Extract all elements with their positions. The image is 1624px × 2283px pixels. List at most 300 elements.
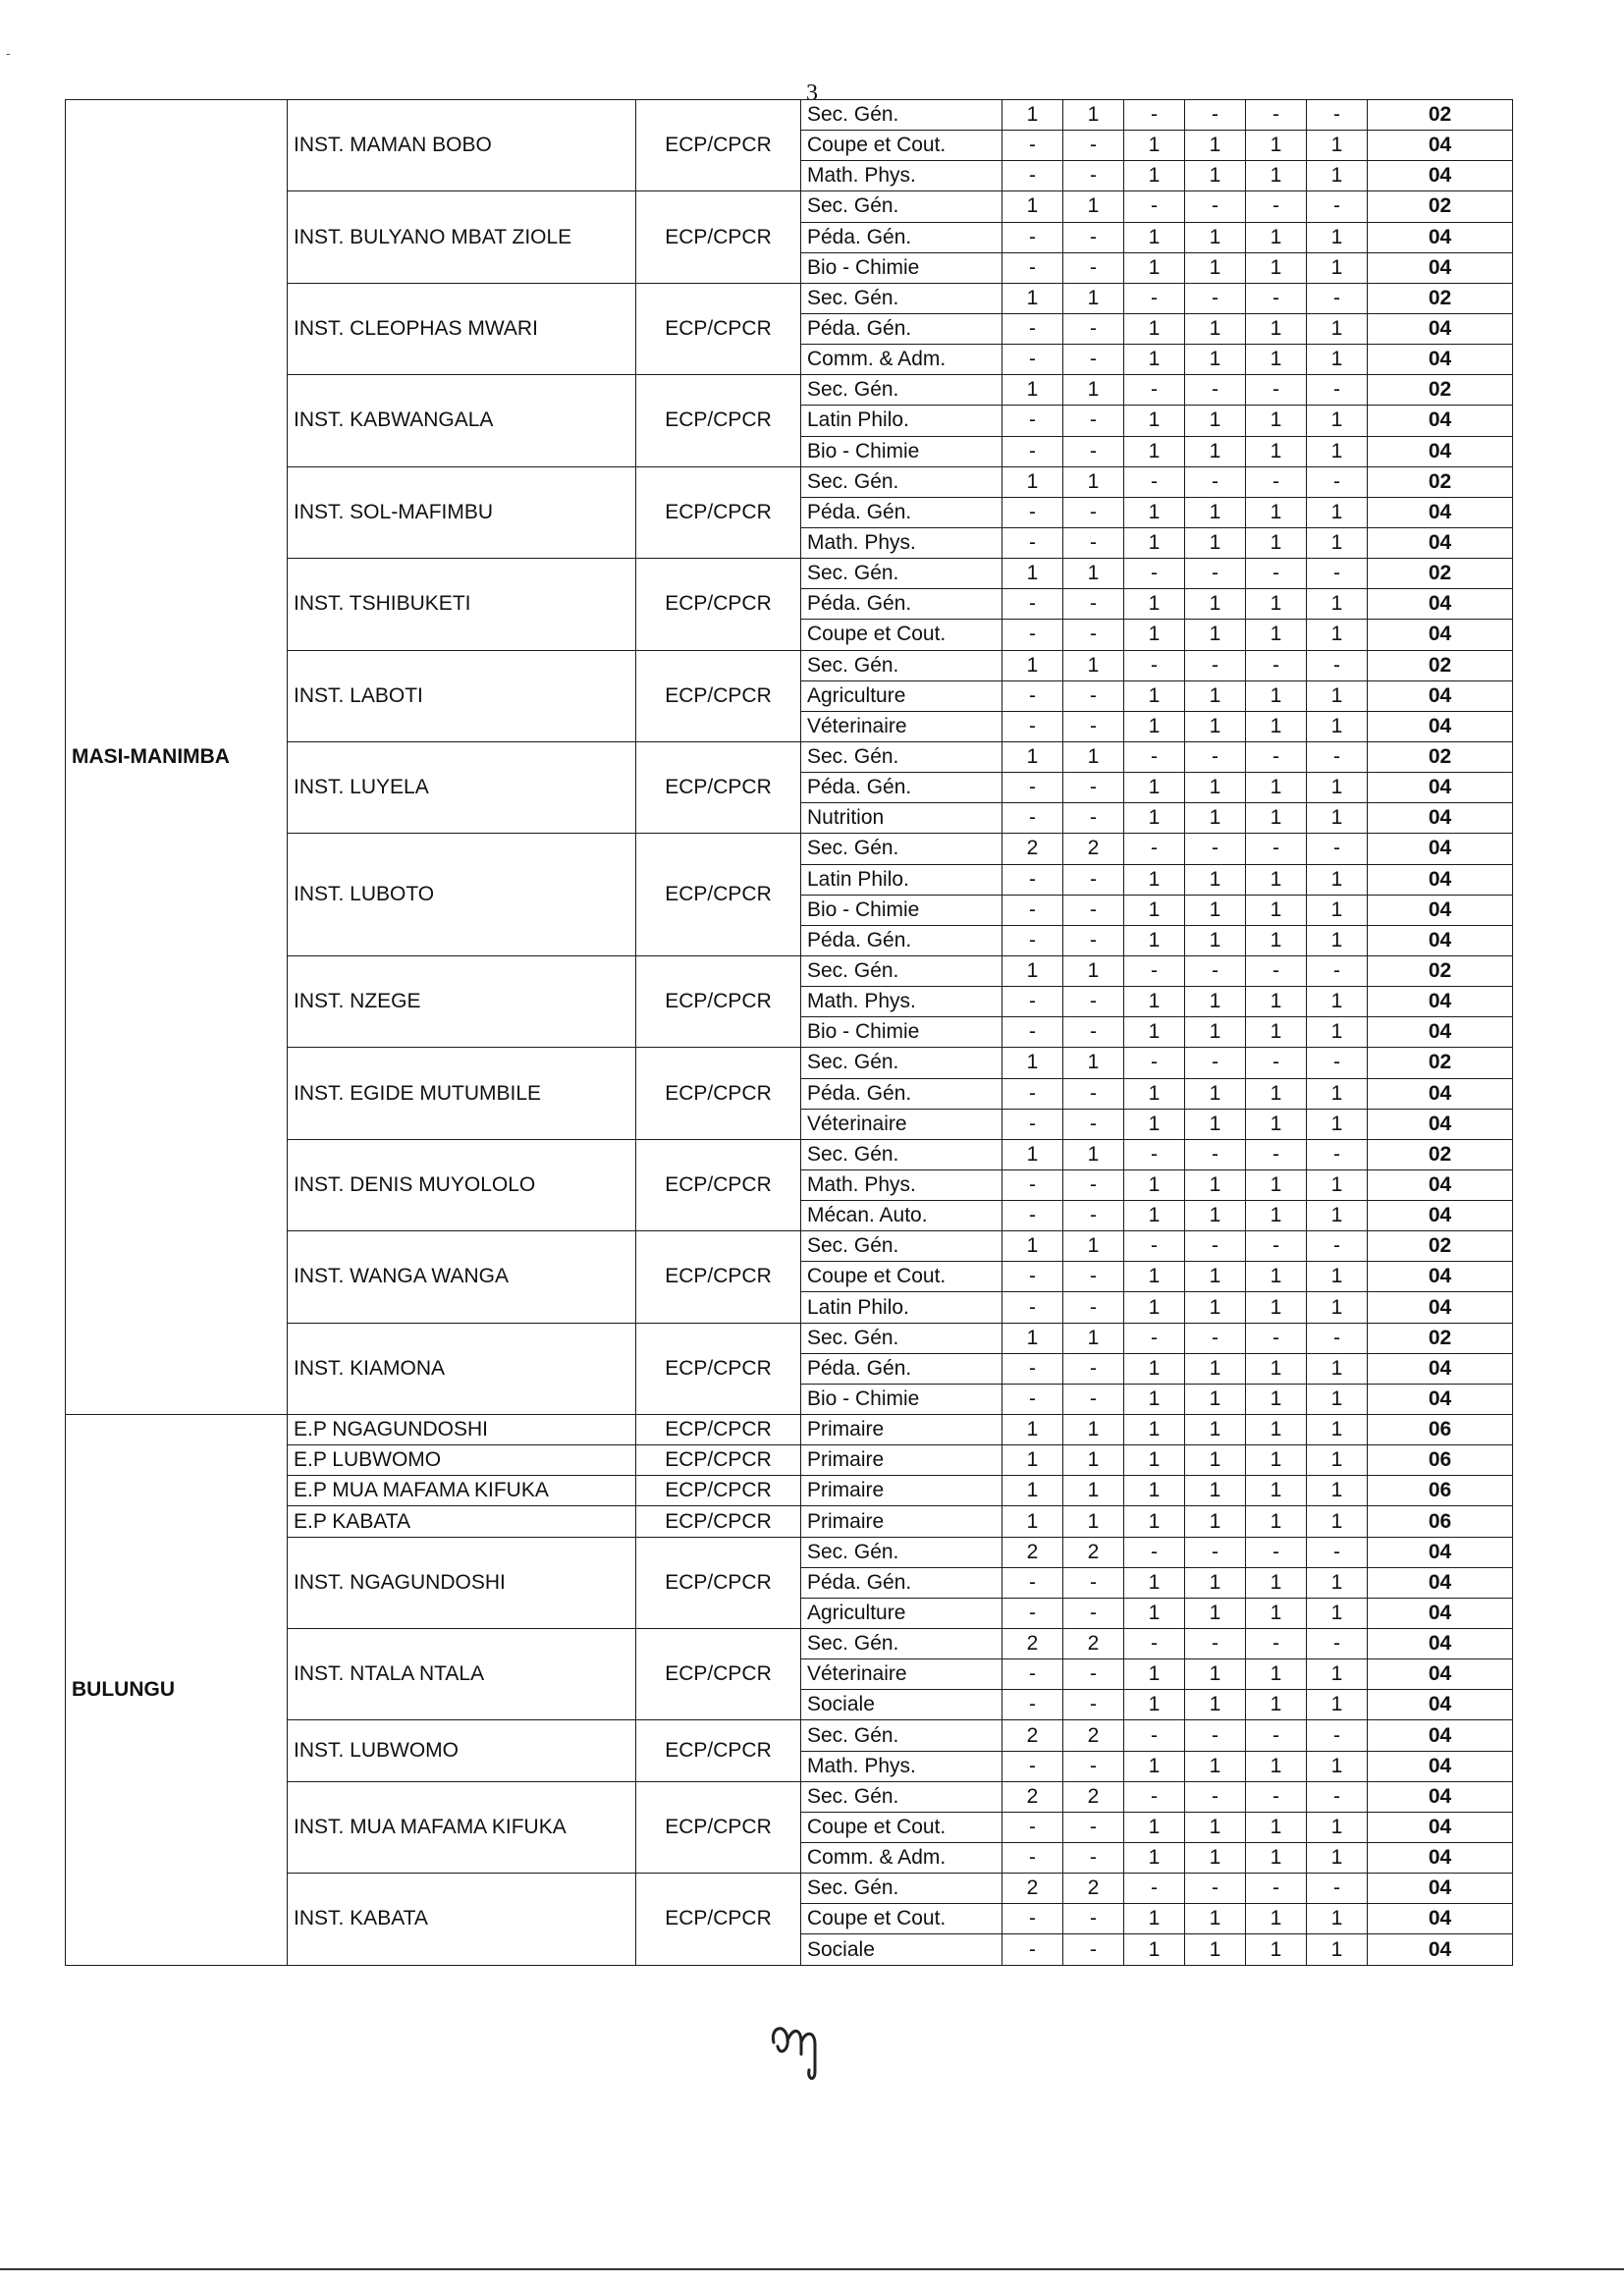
class-count-cell-1: - bbox=[1002, 1262, 1063, 1292]
class-count-cell-6: 1 bbox=[1307, 406, 1368, 436]
class-count-cell-2: - bbox=[1063, 436, 1124, 466]
class-count-cell-1: - bbox=[1002, 1201, 1063, 1231]
class-count-cell-4: 1 bbox=[1185, 1934, 1246, 1965]
class-count-cell-2: - bbox=[1063, 1659, 1124, 1690]
row-total: 02 bbox=[1368, 100, 1513, 131]
table-body bbox=[66, 100, 1513, 1966]
class-count-cell-5: - bbox=[1246, 834, 1307, 864]
section-name: Mécan. Auto. bbox=[801, 1201, 1002, 1231]
row-total: 04 bbox=[1368, 1874, 1513, 1904]
section-name: Coupe et Cout. bbox=[801, 1904, 1002, 1934]
margin-mark: - bbox=[6, 45, 11, 61]
class-count-cell-5: 1 bbox=[1246, 1567, 1307, 1598]
class-count-cell-6: 1 bbox=[1307, 1445, 1368, 1476]
class-count-cell-3: - bbox=[1124, 1323, 1185, 1353]
row-total: 04 bbox=[1368, 161, 1513, 191]
section-name: Sec. Gén. bbox=[801, 1537, 1002, 1567]
class-count-cell-5: 1 bbox=[1246, 773, 1307, 803]
section-name: Sec. Gén. bbox=[801, 1323, 1002, 1353]
class-count-cell-5: 1 bbox=[1246, 1690, 1307, 1720]
school-name: INST. EGIDE MUTUMBILE bbox=[288, 1048, 636, 1139]
school-organization: ECP/CPCR bbox=[636, 1231, 801, 1323]
class-count-cell-3: - bbox=[1124, 1874, 1185, 1904]
class-count-cell-6: 1 bbox=[1307, 1506, 1368, 1537]
section-name: Sec. Gén. bbox=[801, 191, 1002, 222]
class-count-cell-3: 1 bbox=[1124, 1812, 1185, 1842]
class-count-cell-5: 1 bbox=[1246, 1078, 1307, 1109]
row-total: 02 bbox=[1368, 1139, 1513, 1169]
section-name: Sociale bbox=[801, 1690, 1002, 1720]
class-count-cell-6: 1 bbox=[1307, 1169, 1368, 1200]
class-count-cell-1: - bbox=[1002, 313, 1063, 344]
row-total: 02 bbox=[1368, 559, 1513, 589]
class-count-cell-6: - bbox=[1307, 955, 1368, 986]
class-count-cell-1: 1 bbox=[1002, 741, 1063, 772]
row-total: 02 bbox=[1368, 650, 1513, 680]
class-count-cell-4: - bbox=[1185, 741, 1246, 772]
class-count-cell-3: 1 bbox=[1124, 1751, 1185, 1781]
class-count-cell-5: 1 bbox=[1246, 252, 1307, 283]
row-total: 04 bbox=[1368, 1598, 1513, 1628]
row-total: 04 bbox=[1368, 1904, 1513, 1934]
class-count-cell-5: 1 bbox=[1246, 1659, 1307, 1690]
class-count-cell-2: - bbox=[1063, 864, 1124, 895]
row-total: 04 bbox=[1368, 925, 1513, 955]
class-count-cell-1: - bbox=[1002, 1078, 1063, 1109]
class-count-cell-3: 1 bbox=[1124, 1843, 1185, 1874]
class-count-cell-4: - bbox=[1185, 1048, 1246, 1078]
row-total: 04 bbox=[1368, 222, 1513, 252]
section-name: Math. Phys. bbox=[801, 987, 1002, 1017]
class-count-cell-4: 1 bbox=[1185, 497, 1246, 527]
school-name: INST. SOL-MAFIMBU bbox=[288, 466, 636, 558]
class-count-cell-2: - bbox=[1063, 252, 1124, 283]
class-count-cell-3: 1 bbox=[1124, 711, 1185, 741]
class-count-cell-6: 1 bbox=[1307, 1476, 1368, 1506]
class-count-cell-1: 1 bbox=[1002, 375, 1063, 406]
class-count-cell-2: - bbox=[1063, 1690, 1124, 1720]
class-count-cell-1: - bbox=[1002, 1812, 1063, 1842]
row-total: 06 bbox=[1368, 1476, 1513, 1506]
class-count-cell-1: - bbox=[1002, 1353, 1063, 1384]
row-total: 04 bbox=[1368, 1169, 1513, 1200]
class-count-cell-5: 1 bbox=[1246, 1262, 1307, 1292]
section-name: Latin Philo. bbox=[801, 1292, 1002, 1323]
school-organization: ECP/CPCR bbox=[636, 650, 801, 741]
class-count-cell-3: 1 bbox=[1124, 527, 1185, 558]
class-count-cell-1: 1 bbox=[1002, 1445, 1063, 1476]
class-count-cell-4: 1 bbox=[1185, 1567, 1246, 1598]
class-count-cell-5: - bbox=[1246, 955, 1307, 986]
school-name: INST. WANGA WANGA bbox=[288, 1231, 636, 1323]
row-total: 04 bbox=[1368, 1017, 1513, 1048]
class-count-cell-5: 1 bbox=[1246, 620, 1307, 650]
class-count-cell-1: 2 bbox=[1002, 1537, 1063, 1567]
class-count-cell-6: - bbox=[1307, 741, 1368, 772]
class-count-cell-5: 1 bbox=[1246, 589, 1307, 620]
class-count-cell-6: 1 bbox=[1307, 1934, 1368, 1965]
school-organization: ECP/CPCR bbox=[636, 1445, 801, 1476]
school-organization: ECP/CPCR bbox=[636, 1476, 801, 1506]
class-count-cell-2: 2 bbox=[1063, 1874, 1124, 1904]
class-count-cell-6: - bbox=[1307, 1629, 1368, 1659]
class-count-cell-1: 1 bbox=[1002, 559, 1063, 589]
class-count-cell-1: - bbox=[1002, 1109, 1063, 1139]
class-count-cell-1: 1 bbox=[1002, 650, 1063, 680]
class-count-cell-4: - bbox=[1185, 1874, 1246, 1904]
section-name: Math. Phys. bbox=[801, 1751, 1002, 1781]
class-count-cell-6: - bbox=[1307, 1048, 1368, 1078]
section-name: Sec. Gén. bbox=[801, 1629, 1002, 1659]
class-count-cell-1: - bbox=[1002, 620, 1063, 650]
section-name: Péda. Gén. bbox=[801, 222, 1002, 252]
row-total: 04 bbox=[1368, 773, 1513, 803]
class-count-cell-1: - bbox=[1002, 161, 1063, 191]
row-total: 04 bbox=[1368, 1843, 1513, 1874]
class-count-cell-5: - bbox=[1246, 1720, 1307, 1751]
class-count-cell-3: - bbox=[1124, 1781, 1185, 1812]
row-total: 04 bbox=[1368, 620, 1513, 650]
class-count-cell-4: 1 bbox=[1185, 773, 1246, 803]
school-organization: ECP/CPCR bbox=[636, 1537, 801, 1628]
class-count-cell-3: 1 bbox=[1124, 1353, 1185, 1384]
section-name: Sec. Gén. bbox=[801, 1048, 1002, 1078]
class-count-cell-3: - bbox=[1124, 1629, 1185, 1659]
territory-name: BULUNGU bbox=[66, 1415, 288, 1966]
class-count-cell-5: - bbox=[1246, 375, 1307, 406]
class-count-cell-3: 1 bbox=[1124, 1415, 1185, 1445]
class-count-cell-5: - bbox=[1246, 1874, 1307, 1904]
section-name: Véterinaire bbox=[801, 711, 1002, 741]
school-name: INST. LUBOTO bbox=[288, 834, 636, 956]
class-count-cell-5: 1 bbox=[1246, 1476, 1307, 1506]
class-count-cell-3: - bbox=[1124, 466, 1185, 497]
row-total: 04 bbox=[1368, 1781, 1513, 1812]
class-count-cell-2: - bbox=[1063, 1598, 1124, 1628]
class-count-cell-5: 1 bbox=[1246, 1109, 1307, 1139]
class-count-cell-6: - bbox=[1307, 466, 1368, 497]
class-count-cell-2: - bbox=[1063, 222, 1124, 252]
class-count-cell-6: 1 bbox=[1307, 864, 1368, 895]
class-count-cell-2: - bbox=[1063, 1078, 1124, 1109]
section-name: Véterinaire bbox=[801, 1659, 1002, 1690]
class-count-cell-3: 1 bbox=[1124, 161, 1185, 191]
class-count-cell-4: 1 bbox=[1185, 680, 1246, 711]
class-count-cell-3: 1 bbox=[1124, 1659, 1185, 1690]
row-total: 04 bbox=[1368, 131, 1513, 161]
row-total: 04 bbox=[1368, 589, 1513, 620]
class-count-cell-1: 2 bbox=[1002, 834, 1063, 864]
class-count-cell-4: 1 bbox=[1185, 1506, 1246, 1537]
section-name: Péda. Gén. bbox=[801, 925, 1002, 955]
section-name: Sec. Gén. bbox=[801, 741, 1002, 772]
class-count-cell-4: 1 bbox=[1185, 1812, 1246, 1842]
class-count-cell-6: 1 bbox=[1307, 589, 1368, 620]
class-count-cell-2: - bbox=[1063, 1751, 1124, 1781]
class-count-cell-6: 1 bbox=[1307, 436, 1368, 466]
class-count-cell-5: 1 bbox=[1246, 1843, 1307, 1874]
school-organization: ECP/CPCR bbox=[636, 1720, 801, 1781]
section-name: Sec. Gén. bbox=[801, 834, 1002, 864]
row-total: 02 bbox=[1368, 375, 1513, 406]
class-count-cell-3: 1 bbox=[1124, 1169, 1185, 1200]
class-count-cell-4: 1 bbox=[1185, 987, 1246, 1017]
school-organization: ECP/CPCR bbox=[636, 1048, 801, 1139]
class-count-cell-2: - bbox=[1063, 711, 1124, 741]
class-count-cell-2: 1 bbox=[1063, 1415, 1124, 1445]
class-count-cell-4: 1 bbox=[1185, 161, 1246, 191]
section-name: Péda. Gén. bbox=[801, 773, 1002, 803]
class-count-cell-1: - bbox=[1002, 1843, 1063, 1874]
class-count-cell-4: - bbox=[1185, 1139, 1246, 1169]
class-count-cell-2: - bbox=[1063, 1017, 1124, 1048]
class-count-cell-4: 1 bbox=[1185, 620, 1246, 650]
class-count-cell-1: - bbox=[1002, 925, 1063, 955]
row-total: 02 bbox=[1368, 1323, 1513, 1353]
section-name: Péda. Gén. bbox=[801, 497, 1002, 527]
class-count-cell-1: - bbox=[1002, 803, 1063, 834]
school-organization: ECP/CPCR bbox=[636, 1139, 801, 1230]
section-name: Péda. Gén. bbox=[801, 1078, 1002, 1109]
class-count-cell-6: - bbox=[1307, 1781, 1368, 1812]
class-count-cell-2: 1 bbox=[1063, 1476, 1124, 1506]
school-name: INST. MAMAN BOBO bbox=[288, 100, 636, 191]
class-count-cell-2: 1 bbox=[1063, 559, 1124, 589]
section-name: Coupe et Cout. bbox=[801, 620, 1002, 650]
section-name: Sec. Gén. bbox=[801, 1139, 1002, 1169]
class-count-cell-5: 1 bbox=[1246, 925, 1307, 955]
class-count-cell-3: 1 bbox=[1124, 1598, 1185, 1628]
class-count-cell-1: 1 bbox=[1002, 1415, 1063, 1445]
class-count-cell-2: - bbox=[1063, 406, 1124, 436]
class-count-cell-3: 1 bbox=[1124, 803, 1185, 834]
class-count-cell-3: - bbox=[1124, 1139, 1185, 1169]
class-count-cell-6: 1 bbox=[1307, 773, 1368, 803]
class-count-cell-5: 1 bbox=[1246, 222, 1307, 252]
section-name: Péda. Gén. bbox=[801, 313, 1002, 344]
row-total: 06 bbox=[1368, 1445, 1513, 1476]
row-total: 04 bbox=[1368, 1720, 1513, 1751]
class-count-cell-5: - bbox=[1246, 283, 1307, 313]
class-count-cell-6: 1 bbox=[1307, 1353, 1368, 1384]
class-count-cell-2: - bbox=[1063, 497, 1124, 527]
class-count-cell-2: - bbox=[1063, 1292, 1124, 1323]
class-count-cell-1: - bbox=[1002, 131, 1063, 161]
class-count-cell-3: 1 bbox=[1124, 680, 1185, 711]
class-count-cell-3: - bbox=[1124, 834, 1185, 864]
class-count-cell-6: 1 bbox=[1307, 925, 1368, 955]
class-count-cell-6: 1 bbox=[1307, 895, 1368, 925]
school-name: INST. BULYANO MBAT ZIOLE bbox=[288, 191, 636, 283]
class-count-cell-5: - bbox=[1246, 466, 1307, 497]
class-count-cell-6: 1 bbox=[1307, 497, 1368, 527]
row-total: 02 bbox=[1368, 283, 1513, 313]
row-total: 04 bbox=[1368, 864, 1513, 895]
class-count-cell-6: 1 bbox=[1307, 620, 1368, 650]
section-name: Sec. Gén. bbox=[801, 1231, 1002, 1262]
class-count-cell-2: - bbox=[1063, 1353, 1124, 1384]
class-count-cell-6: 1 bbox=[1307, 711, 1368, 741]
row-total: 02 bbox=[1368, 1048, 1513, 1078]
row-total: 06 bbox=[1368, 1415, 1513, 1445]
section-name: Comm. & Adm. bbox=[801, 1843, 1002, 1874]
class-count-cell-2: - bbox=[1063, 1843, 1124, 1874]
school-name: INST. DENIS MUYOLOLO bbox=[288, 1139, 636, 1230]
class-count-cell-1: 1 bbox=[1002, 100, 1063, 131]
class-count-cell-6: - bbox=[1307, 1874, 1368, 1904]
class-count-cell-1: 1 bbox=[1002, 1048, 1063, 1078]
class-count-cell-1: 1 bbox=[1002, 1476, 1063, 1506]
class-count-cell-5: - bbox=[1246, 191, 1307, 222]
class-count-cell-6: 1 bbox=[1307, 313, 1368, 344]
class-count-cell-6: - bbox=[1307, 650, 1368, 680]
school-organization: ECP/CPCR bbox=[636, 1323, 801, 1414]
class-count-cell-6: - bbox=[1307, 834, 1368, 864]
school-name: INST. KABWANGALA bbox=[288, 375, 636, 466]
section-name: Primaire bbox=[801, 1506, 1002, 1537]
school-organization: ECP/CPCR bbox=[636, 375, 801, 466]
class-count-cell-4: 1 bbox=[1185, 1598, 1246, 1628]
class-count-cell-4: - bbox=[1185, 1781, 1246, 1812]
row-total: 04 bbox=[1368, 680, 1513, 711]
class-count-cell-5: 1 bbox=[1246, 1292, 1307, 1323]
class-count-cell-4: 1 bbox=[1185, 527, 1246, 558]
section-name: Bio - Chimie bbox=[801, 1017, 1002, 1048]
school-organization: ECP/CPCR bbox=[636, 1415, 801, 1445]
class-count-cell-1: 1 bbox=[1002, 955, 1063, 986]
school-organization: ECP/CPCR bbox=[636, 1874, 801, 1965]
table-row bbox=[66, 1415, 1513, 1445]
school-name: E.P LUBWOMO bbox=[288, 1445, 636, 1476]
class-count-cell-6: 1 bbox=[1307, 1109, 1368, 1139]
row-total: 04 bbox=[1368, 313, 1513, 344]
class-count-cell-2: 1 bbox=[1063, 375, 1124, 406]
class-count-cell-4: 1 bbox=[1185, 1843, 1246, 1874]
class-count-cell-6: 1 bbox=[1307, 987, 1368, 1017]
class-count-cell-2: - bbox=[1063, 131, 1124, 161]
class-count-cell-2: 2 bbox=[1063, 1781, 1124, 1812]
class-count-cell-3: 1 bbox=[1124, 436, 1185, 466]
class-count-cell-3: 1 bbox=[1124, 1690, 1185, 1720]
class-count-cell-1: - bbox=[1002, 895, 1063, 925]
class-count-cell-3: 1 bbox=[1124, 1445, 1185, 1476]
row-total: 04 bbox=[1368, 406, 1513, 436]
section-name: Véterinaire bbox=[801, 1109, 1002, 1139]
class-count-cell-3: 1 bbox=[1124, 1567, 1185, 1598]
class-count-cell-4: 1 bbox=[1185, 1445, 1246, 1476]
class-count-cell-6: 1 bbox=[1307, 1812, 1368, 1842]
school-name: INST. MUA MAFAMA KIFUKA bbox=[288, 1781, 636, 1873]
class-count-cell-4: 1 bbox=[1185, 345, 1246, 375]
class-count-cell-3: 1 bbox=[1124, 895, 1185, 925]
class-count-cell-6: 1 bbox=[1307, 1292, 1368, 1323]
class-count-cell-2: 2 bbox=[1063, 1629, 1124, 1659]
section-name: Math. Phys. bbox=[801, 527, 1002, 558]
class-count-cell-1: - bbox=[1002, 1292, 1063, 1323]
class-count-cell-3: - bbox=[1124, 283, 1185, 313]
class-count-cell-4: - bbox=[1185, 955, 1246, 986]
class-count-cell-5: 1 bbox=[1246, 864, 1307, 895]
school-name: E.P MUA MAFAMA KIFUKA bbox=[288, 1476, 636, 1506]
class-count-cell-1: - bbox=[1002, 222, 1063, 252]
class-count-cell-5: 1 bbox=[1246, 1017, 1307, 1048]
class-count-cell-5: - bbox=[1246, 1231, 1307, 1262]
class-count-cell-3: - bbox=[1124, 1048, 1185, 1078]
class-count-cell-2: 1 bbox=[1063, 1231, 1124, 1262]
school-organization: ECP/CPCR bbox=[636, 100, 801, 191]
class-count-cell-2: - bbox=[1063, 1201, 1124, 1231]
class-count-cell-1: 2 bbox=[1002, 1874, 1063, 1904]
class-count-cell-3: - bbox=[1124, 650, 1185, 680]
section-name: Sec. Gén. bbox=[801, 1874, 1002, 1904]
class-count-cell-2: - bbox=[1063, 1567, 1124, 1598]
class-count-cell-1: - bbox=[1002, 987, 1063, 1017]
class-count-cell-3: - bbox=[1124, 375, 1185, 406]
class-count-cell-4: 1 bbox=[1185, 222, 1246, 252]
class-count-cell-3: 1 bbox=[1124, 222, 1185, 252]
class-count-cell-2: 1 bbox=[1063, 100, 1124, 131]
class-count-cell-4: 1 bbox=[1185, 131, 1246, 161]
class-count-cell-3: 1 bbox=[1124, 864, 1185, 895]
class-count-cell-4: 1 bbox=[1185, 1169, 1246, 1200]
class-count-cell-6: - bbox=[1307, 1537, 1368, 1567]
class-count-cell-5: 1 bbox=[1246, 1445, 1307, 1476]
class-count-cell-2: - bbox=[1063, 1262, 1124, 1292]
class-count-cell-4: 1 bbox=[1185, 803, 1246, 834]
class-count-cell-6: 1 bbox=[1307, 1598, 1368, 1628]
class-count-cell-1: 2 bbox=[1002, 1781, 1063, 1812]
class-count-cell-3: 1 bbox=[1124, 313, 1185, 344]
class-count-cell-1: 2 bbox=[1002, 1629, 1063, 1659]
class-count-cell-5: 1 bbox=[1246, 1598, 1307, 1628]
class-count-cell-5: 1 bbox=[1246, 1353, 1307, 1384]
class-count-cell-2: 1 bbox=[1063, 650, 1124, 680]
school-name: INST. KIAMONA bbox=[288, 1323, 636, 1414]
class-count-cell-4: 1 bbox=[1185, 1109, 1246, 1139]
school-name: INST. NGAGUNDOSHI bbox=[288, 1537, 636, 1628]
territory-name: MASI-MANIMBA bbox=[66, 100, 288, 1415]
class-count-cell-6: 1 bbox=[1307, 803, 1368, 834]
section-name: Sec. Gén. bbox=[801, 375, 1002, 406]
class-count-cell-5: 1 bbox=[1246, 161, 1307, 191]
class-count-cell-6: 1 bbox=[1307, 1384, 1368, 1414]
class-count-cell-2: 1 bbox=[1063, 191, 1124, 222]
school-name: INST. LUYELA bbox=[288, 741, 636, 833]
class-count-cell-5: 1 bbox=[1246, 436, 1307, 466]
class-count-cell-5: 1 bbox=[1246, 987, 1307, 1017]
row-total: 04 bbox=[1368, 987, 1513, 1017]
school-name: E.P KABATA bbox=[288, 1506, 636, 1537]
class-count-cell-2: - bbox=[1063, 313, 1124, 344]
section-name: Primaire bbox=[801, 1415, 1002, 1445]
class-count-cell-2: 1 bbox=[1063, 1506, 1124, 1537]
class-count-cell-6: - bbox=[1307, 1231, 1368, 1262]
class-count-cell-4: - bbox=[1185, 834, 1246, 864]
class-count-cell-2: 1 bbox=[1063, 955, 1124, 986]
class-count-cell-4: 1 bbox=[1185, 1415, 1246, 1445]
class-count-cell-6: - bbox=[1307, 191, 1368, 222]
row-total: 06 bbox=[1368, 1506, 1513, 1537]
class-count-cell-5: 1 bbox=[1246, 131, 1307, 161]
class-count-cell-6: - bbox=[1307, 559, 1368, 589]
row-total: 04 bbox=[1368, 1934, 1513, 1965]
class-count-cell-3: 1 bbox=[1124, 620, 1185, 650]
section-name: Péda. Gén. bbox=[801, 1567, 1002, 1598]
class-count-cell-6: 1 bbox=[1307, 1078, 1368, 1109]
school-organization: ECP/CPCR bbox=[636, 1629, 801, 1720]
class-count-cell-1: - bbox=[1002, 252, 1063, 283]
class-count-cell-5: 1 bbox=[1246, 895, 1307, 925]
